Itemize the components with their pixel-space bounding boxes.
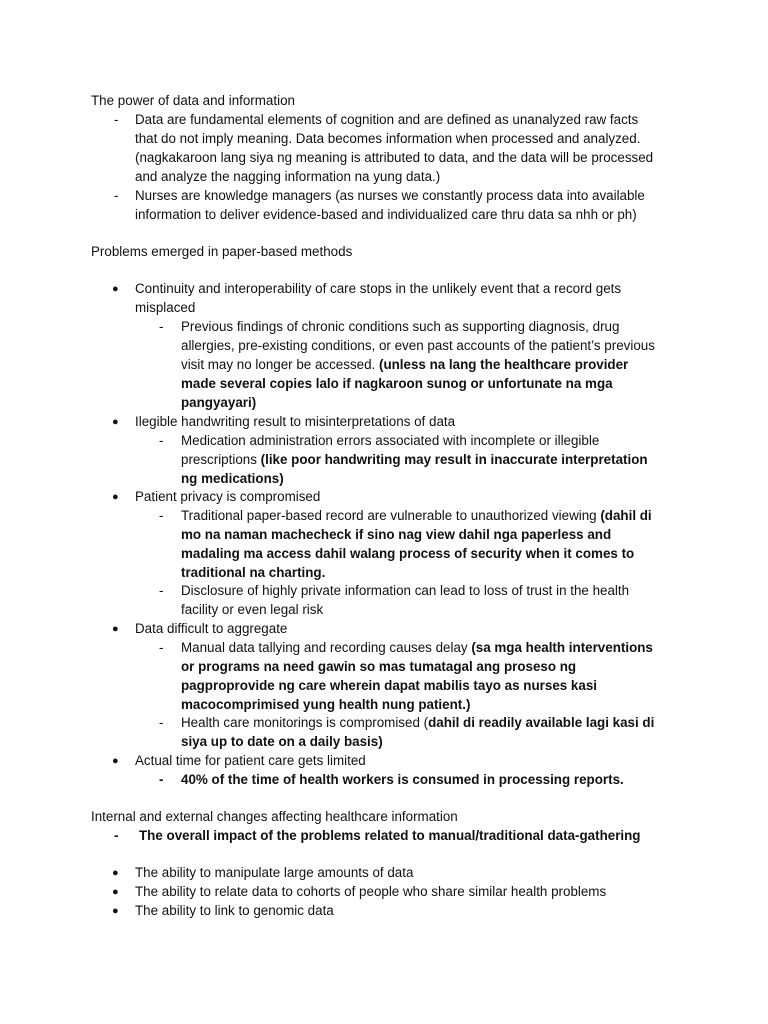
- normal-text: prescriptions: [181, 452, 261, 467]
- sub-item-line: Medication administration errors associated with incomplete or illegible: [181, 433, 600, 448]
- bold-note: ng medications): [181, 471, 284, 486]
- bullet-marker: ●: [112, 905, 119, 917]
- bullet-marker: ●: [112, 755, 119, 767]
- bullet-item-line: The ability to link to genomic data: [135, 903, 334, 918]
- dash-marker: -: [159, 772, 164, 787]
- sub-item-line: allergies, pre-existing conditions, or even past accounts of the patient’s previous: [181, 338, 655, 353]
- sub-item-line: Previous findings of chronic conditions such as supporting diagnosis, drug: [181, 319, 620, 334]
- normal-text: Manual data tallying and recording causes delay: [181, 640, 472, 655]
- section-heading-power-of-data: The power of data and information: [91, 93, 295, 108]
- bullet-marker: ●: [112, 867, 119, 879]
- sub-item-line: Disclosure of highly private information can lead to loss of trust in the health: [181, 583, 630, 598]
- dash-marker: -: [159, 433, 164, 448]
- bullet-item-line: Actual time for patient care gets limited: [135, 753, 366, 768]
- bold-note: macocomprimised yung health nung patient.): [181, 697, 471, 712]
- list-item-line: (nagkakaroon lang siya ng meaning is attributed to data, and the data will be processed: [135, 150, 654, 165]
- dash-marker: -: [159, 715, 164, 730]
- bullet-marker: ●: [112, 416, 119, 428]
- normal-text: Health care monitorings is compromised (: [181, 715, 429, 730]
- bullet-marker: ●: [112, 283, 119, 295]
- bold-note: The overall impact of the problems related to manual/traditional data-gathering: [139, 828, 641, 843]
- sub-item-line: [181, 507, 652, 525]
- bold-note: (unless na lang the healthcare provider: [378, 357, 629, 372]
- dash-marker: -: [159, 583, 164, 598]
- dash-marker: -: [114, 112, 119, 127]
- bullet-marker: ●: [112, 886, 119, 898]
- normal-text: Traditional paper-based record are vulnerable to unauthorized viewing: [181, 508, 601, 523]
- bold-note: pagproprovide ng care wherein dapat mabilis tayo as nurses kasi: [181, 678, 597, 693]
- bold-note: 40% of the time of health workers is consumed in processing reports.: [181, 772, 624, 787]
- list-item-line: and analyze the nagging information na yung data.): [135, 169, 441, 184]
- bold-note: (sa mga health interventions: [471, 640, 653, 655]
- bold-note: madaling ma access dahil walang process of security when it comes to: [181, 546, 635, 561]
- bullet-item-line: Patient privacy is compromised: [135, 489, 321, 504]
- dash-marker: -: [159, 319, 164, 334]
- dash-marker: -: [159, 508, 164, 523]
- bold-note: or programs na need gawin so mas tumatagal ang proseso ng: [181, 659, 577, 674]
- list-item-line: Nurses are knowledge managers (as nurses we constantly process data into available: [135, 188, 645, 203]
- sub-item-line: [181, 356, 628, 374]
- bullet-marker: ●: [112, 491, 119, 503]
- bullet-item-line: The ability to relate data to cohorts of people who share similar health problems: [135, 884, 607, 899]
- bold-note: (like poor handwriting may result in inaccurate interpretation: [260, 452, 648, 467]
- sub-item-line: [181, 451, 648, 469]
- section-heading-paper-based-problems: Problems emerged in paper-based methods: [91, 244, 353, 259]
- bold-note: made several copies lalo if nagkaroon sunog or unfortunate na mga: [181, 376, 613, 391]
- bullet-item-line: Continuity and interoperability of care stops in the unlikely event that a record gets: [135, 281, 622, 296]
- sub-item-line: facility or even legal risk: [181, 602, 324, 617]
- dash-marker: -: [114, 828, 119, 843]
- normal-text: visit may no longer be accessed.: [181, 357, 379, 372]
- bold-note: traditional na charting.: [181, 565, 326, 580]
- bold-note: mo na naman machecheck if sino nag view dahil nga paperless and: [181, 527, 612, 542]
- bullet-item-line: The ability to manipulate large amounts of data: [135, 865, 414, 880]
- bold-note: siya up to date on a daily basis): [181, 734, 383, 749]
- list-item-line: Data are fundamental elements of cognition and are defined as unanalyzed raw facts: [135, 112, 639, 127]
- sub-item-line: [181, 714, 654, 732]
- bold-note: dahil di readily available lagi kasi di: [428, 715, 655, 730]
- dash-marker: -: [159, 640, 164, 655]
- bullet-item-line: Ilegible handwriting result to misinterpretations of data: [135, 414, 456, 429]
- list-item-line: information to deliver evidence-based and individualized care thru data sa nhh or ph): [135, 207, 637, 222]
- dash-marker: -: [114, 188, 119, 203]
- sub-item-line: [181, 639, 653, 657]
- bullet-item-line: misplaced: [135, 300, 196, 315]
- bullet-marker: ●: [112, 623, 119, 635]
- bold-note: pangyayari): [181, 395, 257, 410]
- bold-note: (dahil di: [600, 508, 652, 523]
- bullet-item-line: Data difficult to aggregate: [135, 621, 288, 636]
- list-item-line: that do not imply meaning. Data becomes information when processed and analyzed.: [135, 131, 641, 146]
- section-heading-internal-external-changes: Internal and external changes affecting healthcare information: [91, 809, 458, 824]
